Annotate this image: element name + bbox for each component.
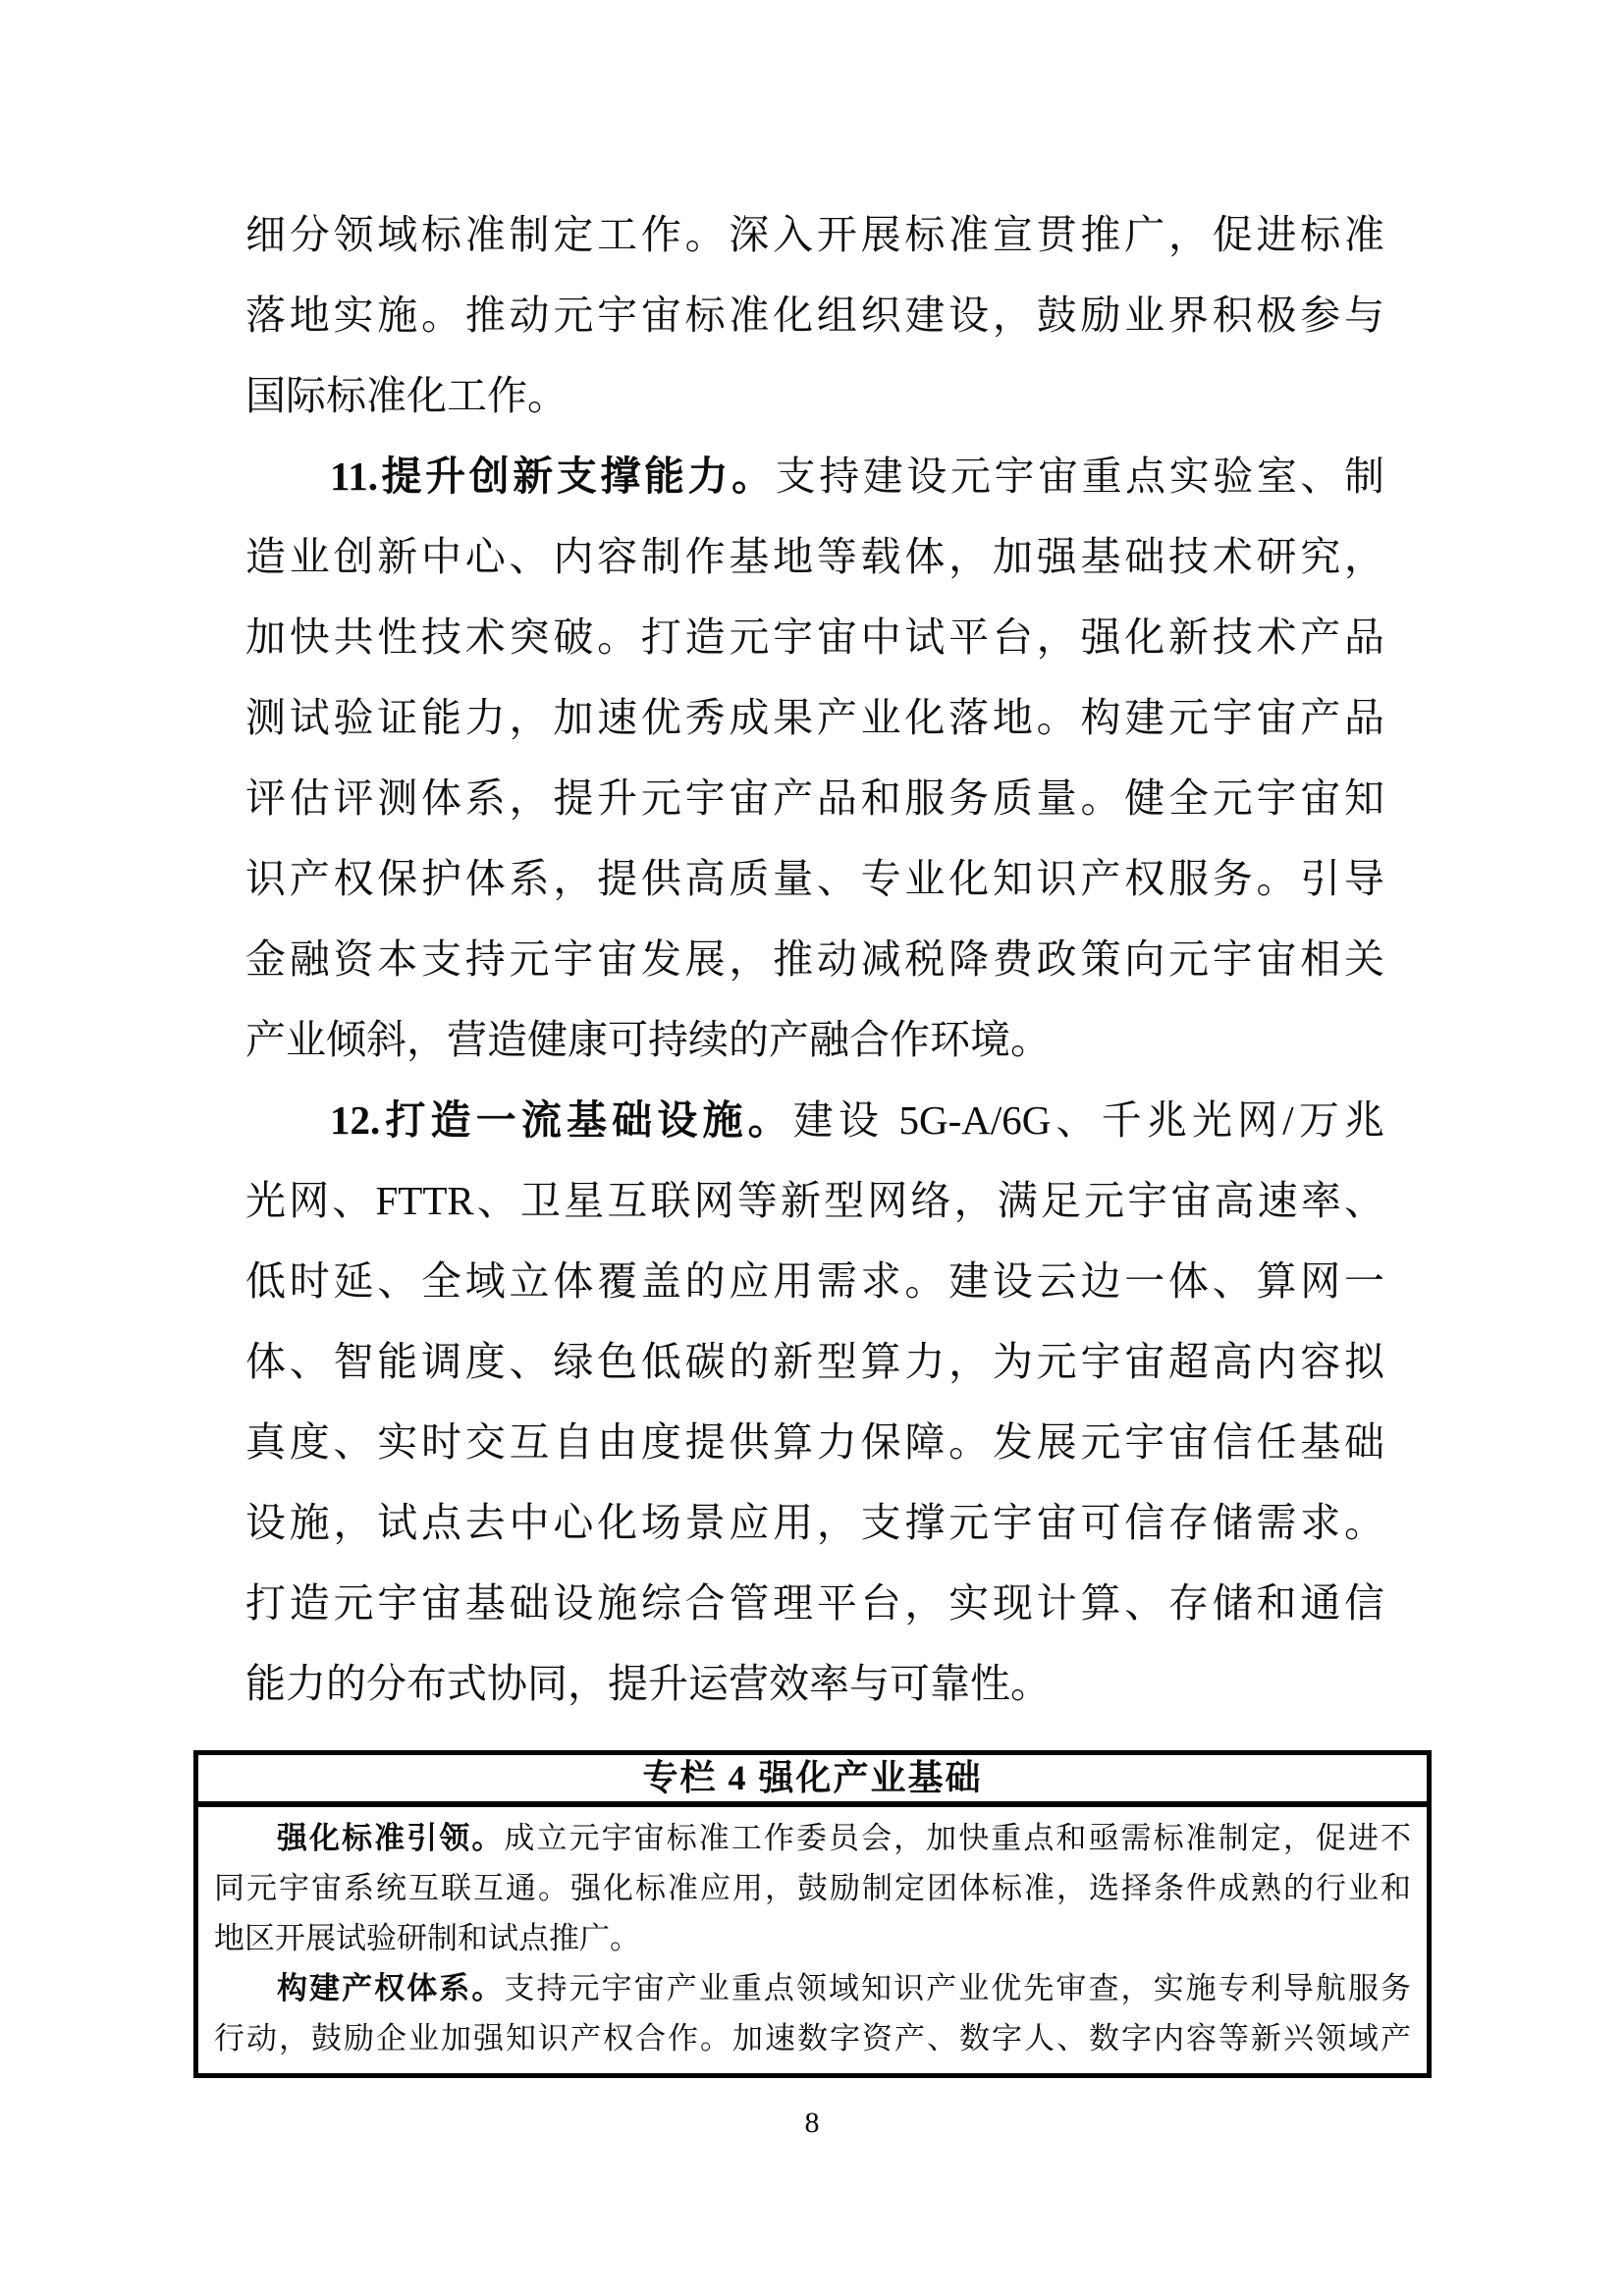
line-text: 国际标准化工作。 (245, 373, 568, 418)
line-text: 金融资本支持元宇宙发展，推动减税降费政策向元宇宙相关 (245, 936, 1384, 982)
line-lead: 12.打造一流基础设施。 (330, 1097, 793, 1143)
column-box-body (198, 1807, 1427, 2073)
text-line (245, 1402, 1384, 1482)
line-text: 成立元宇宙标准工作委员会，加快重点和亟需标准制定，促进不 (504, 1821, 1411, 1855)
line-text: 产业倾斜，营造健康可持续的产融合作环境。 (245, 1017, 1051, 1062)
text-line (245, 1563, 1384, 1643)
body-text (245, 194, 1384, 1724)
line-text: 细分领域标准制定工作。深入开展标准宣贯推广，促进标准 (245, 212, 1384, 257)
text-line (214, 1963, 1411, 2013)
column-box-title: 专栏 4 强化产业基础 (198, 1755, 1427, 1807)
line-text: 支持建设元宇宙重点实验室、制 (775, 454, 1384, 499)
line-text: 地区开展试验研制和试点推广。 (214, 1921, 640, 1955)
text-line (245, 999, 1384, 1080)
line-text: 行动，鼓励企业加强知识产权合作。加速数字资产、数字人、数字内容等新兴领域产 (214, 2021, 1411, 2056)
line-lead: 11.提升创新支撑能力。 (330, 454, 776, 499)
line-text: 设施，试点去中心化场景应用，支撑元宇宙可信存储需求。 (245, 1500, 1384, 1545)
text-line (214, 2013, 1411, 2063)
line-text: 造业创新中心、内容制作基地等载体，加强基础技术研究， (245, 534, 1384, 579)
text-line (245, 355, 1384, 436)
text-line (245, 275, 1384, 355)
line-text: 能力的分布式协同，提升运营效率与可靠性。 (245, 1661, 1051, 1706)
text-line (245, 838, 1384, 919)
text-line (245, 1321, 1384, 1402)
text-line (245, 436, 1384, 516)
text-line (245, 677, 1384, 758)
text-line (245, 758, 1384, 838)
text-line (245, 1482, 1384, 1563)
line-text: 同元宇宙系统互联互通。强化标准应用，鼓励制定团体标准，选择条件成熟的行业和 (214, 1871, 1411, 1905)
text-line (245, 1160, 1384, 1241)
line-text: 真度、实时交互自由度提供算力保障。发展元宇宙信任基础 (245, 1419, 1384, 1465)
page-number: 8 (804, 2107, 820, 2139)
line-text: 测试验证能力，加速优秀成果产业化落地。构建元宇宙产品 (245, 695, 1384, 740)
line-text: 加快共性技术突破。打造元宇宙中试平台，强化新技术产品 (245, 614, 1384, 660)
text-line (245, 1241, 1384, 1321)
line-lead: 强化标准引领。 (277, 1821, 505, 1855)
text-line (214, 1863, 1411, 1913)
line-text: 光网、FTTR、卫星互联网等新型网络，满足元宇宙高速率、 (245, 1178, 1384, 1223)
line-text: 低时延、全域立体覆盖的应用需求。建设云边一体、算网一 (245, 1258, 1384, 1304)
column-box (193, 1750, 1432, 2078)
line-lead: 构建产权体系。 (277, 1971, 505, 2005)
line-text: 评估评测体系，提升元宇宙产品和服务质量。健全元宇宙知 (245, 775, 1384, 821)
line-text: 落地实施。推动元宇宙标准化组织建设，鼓励业界积极参与 (245, 293, 1384, 338)
text-line (245, 194, 1384, 275)
text-line (214, 1913, 1411, 1963)
text-line (245, 516, 1384, 597)
line-text: 体、智能调度、绿色低碳的新型算力，为元宇宙超高内容拟 (245, 1339, 1384, 1384)
text-line (245, 1643, 1384, 1724)
line-text: 支持元宇宙产业重点领域知识产业优先审查，实施专利导航服务 (504, 1971, 1411, 2005)
line-text: 打造元宇宙基础设施综合管理平台，实现计算、存储和通信 (245, 1580, 1384, 1626)
text-line (214, 1813, 1411, 1863)
text-line (245, 919, 1384, 999)
line-text: 识产权保护体系，提供高质量、专业化知识产权服务。引导 (245, 856, 1384, 901)
line-text: 建设 5G-A/6G、千兆光网/万兆 (792, 1097, 1384, 1143)
text-line (245, 597, 1384, 677)
text-line (245, 1080, 1384, 1160)
